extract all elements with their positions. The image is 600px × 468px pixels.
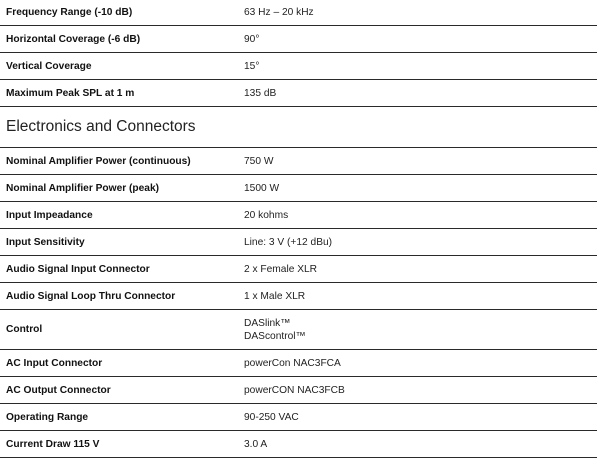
spec-label: Vertical Coverage (0, 53, 238, 80)
spec-value: 15° (238, 53, 597, 80)
section-title: Electronics and Connectors (0, 107, 597, 148)
table-row (0, 175, 597, 202)
spec-label: Nominal Amplifier Power (continuous) (0, 148, 238, 175)
spec-value: 63 Hz – 20 kHz (238, 0, 597, 26)
spec-value: 2 x Female XLR (238, 256, 597, 283)
table-row (0, 53, 597, 80)
spec-label: AC Output Connector (0, 377, 238, 404)
spec-label: Current Draw 115 V (0, 431, 238, 458)
spec-label: AC Input Connector (0, 350, 238, 377)
spec-value: 90-250 VAC (238, 404, 597, 431)
table-row (0, 202, 597, 229)
spec-value: 90° (238, 26, 597, 53)
spec-label: Frequency Range (-10 dB) (0, 0, 238, 26)
spec-value: powerCON NAC3FCB (238, 377, 597, 404)
spec-label: Maximum Peak SPL at 1 m (0, 80, 238, 107)
spec-label: Input Sensitivity (0, 229, 238, 256)
spec-label: Operating Range (0, 404, 238, 431)
spec-label: Nominal Amplifier Power (peak) (0, 175, 238, 202)
spec-value (238, 310, 597, 350)
spec-label: Input Impeadance (0, 202, 238, 229)
table-row (0, 404, 597, 431)
table-row (0, 256, 597, 283)
spec-value-line: DASlink™ (244, 317, 291, 329)
spec-value: Line: 3 V (+12 dBu) (238, 229, 597, 256)
spec-label: Control (0, 310, 238, 350)
table-row (0, 283, 597, 310)
electronics-spec-table (0, 148, 597, 458)
table-row (0, 80, 597, 107)
spec-value: powerCon NAC3FCA (238, 350, 597, 377)
spec-value: 1500 W (238, 175, 597, 202)
table-row (0, 377, 597, 404)
table-row (0, 350, 597, 377)
table-row (0, 229, 597, 256)
table-row (0, 0, 597, 26)
spec-label: Audio Signal Input Connector (0, 256, 238, 283)
spec-value-line: DAScontrol™ (244, 330, 306, 342)
spec-label: Audio Signal Loop Thru Connector (0, 283, 238, 310)
table-row (0, 148, 597, 175)
spec-value: 750 W (238, 148, 597, 175)
spec-value: 1 x Male XLR (238, 283, 597, 310)
spec-value: 20 kohms (238, 202, 597, 229)
acoustic-spec-table (0, 0, 597, 107)
table-row (0, 310, 597, 350)
spec-value: 135 dB (238, 80, 597, 107)
table-row (0, 26, 597, 53)
table-row (0, 431, 597, 458)
spec-label: Horizontal Coverage (-6 dB) (0, 26, 238, 53)
spec-value: 3.0 A (238, 431, 597, 458)
